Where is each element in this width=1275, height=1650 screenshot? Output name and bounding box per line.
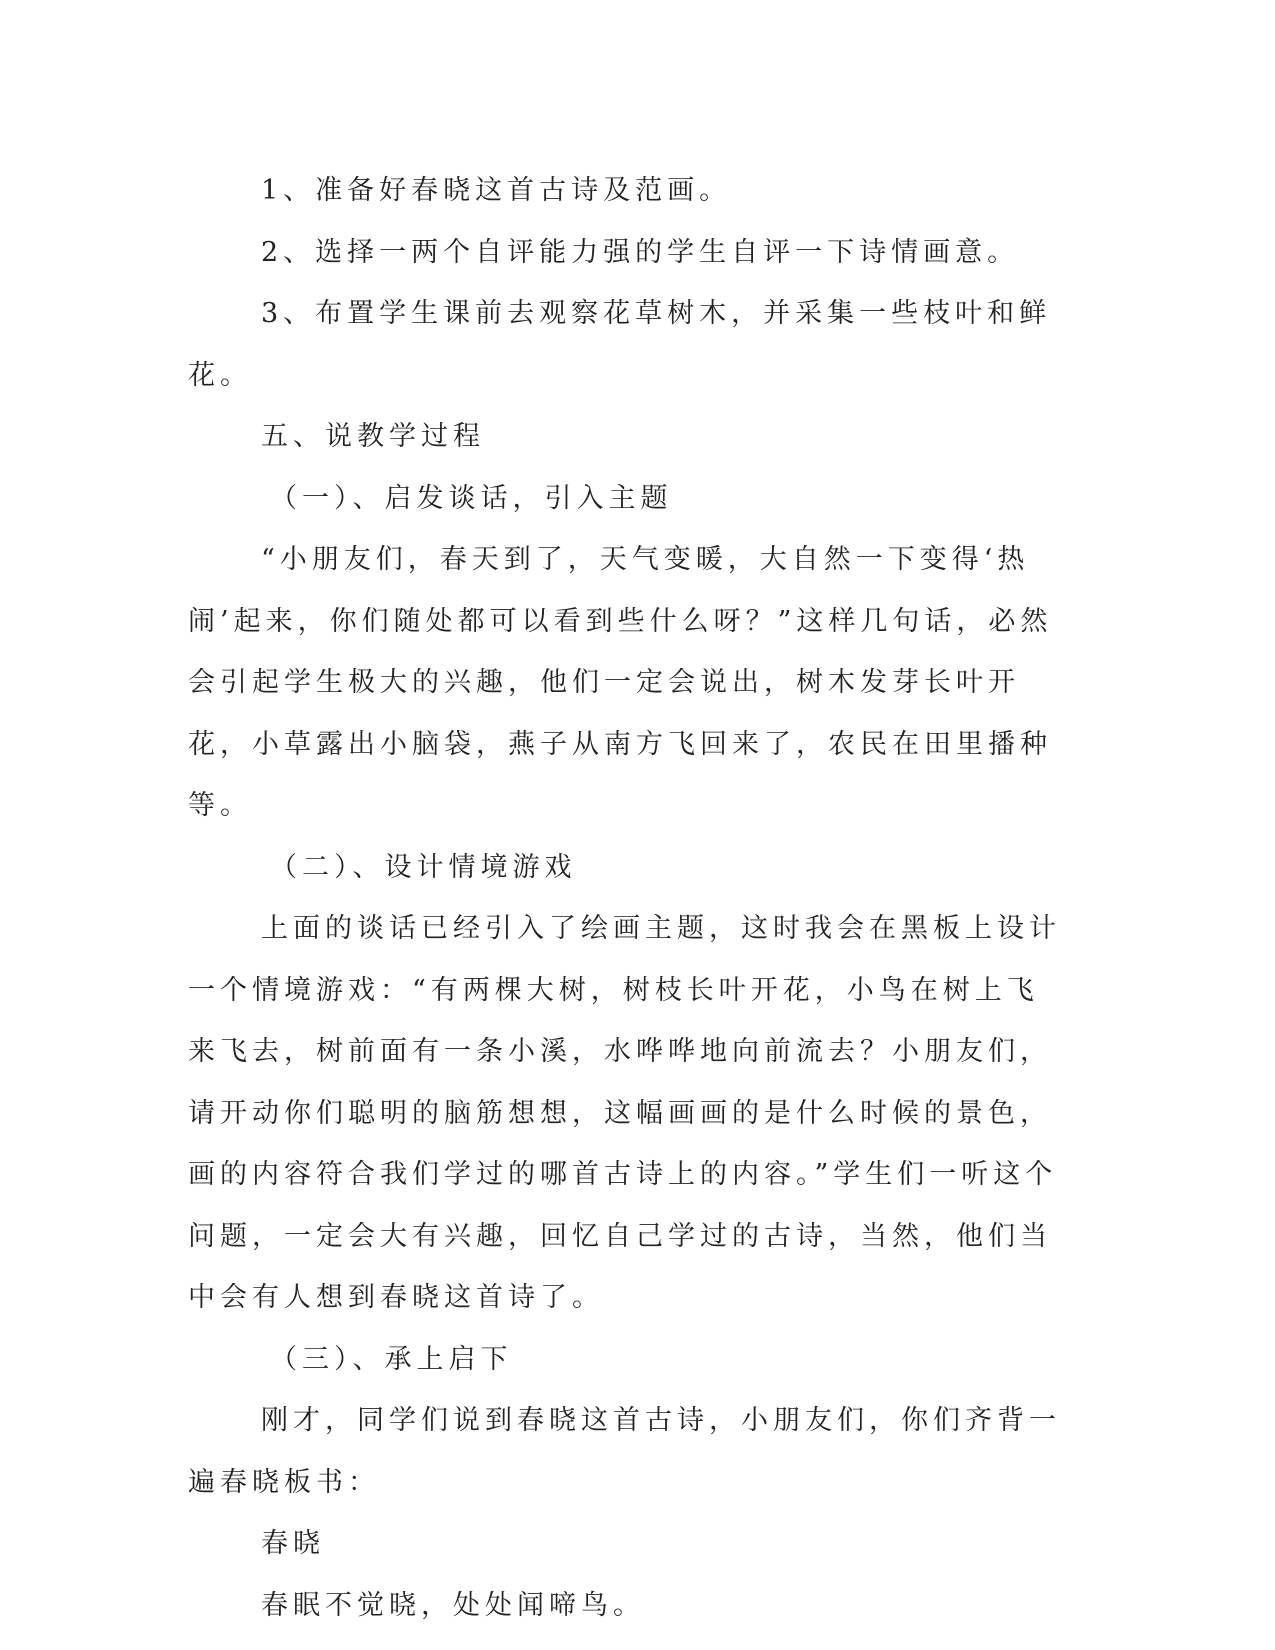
document-body <box>188 160 1068 1636</box>
subheading-step-1: （一）、启发谈话，引入主题 <box>270 482 673 514</box>
poem-title: 春晓 <box>261 1528 325 1559</box>
paragraph-step-2-body: 上面的谈话已经引入了绘画主题，这时我会在黑板上设计一个情境游戏：“有两棵大树，树枝长叶开花，小鸟在树上飞来飞去，树前面有一条小溪，水哗哗地向前流去？小朋友们，请开动你们聪明的脑筋想想，这幅画画的是什么时候的景色，画的内容符合我们学过的哪首古诗上的内容。”学生们一听这个问题，一定会大有兴趣，回忆自己学过的古诗，当然，他们当中会有人想到春晓这首诗了。 <box>188 913 1061 1313</box>
poem-line-1: 春眠不觉晓，处处闻啼鸟。 <box>261 1589 645 1621</box>
paragraph-step-1-body: “小朋友们，春天到了，天气变暖，大自然一下变得‘热闹’起来，你们随处都可以看到些什么呀？”这样几句话，必然会引起学生极大的兴趣，他们一定会说出，树木发芽长叶开花，小草露出小脑袋，燕子从南方飞回来了，农民在田里播种等。 <box>188 544 1053 821</box>
section-heading-teaching-process: 五、说教学过程 <box>261 421 485 452</box>
paragraph-step-3-body: 刚才，同学们说到春晓这首古诗，小朋友们，你们齐背一遍春晓板书： <box>188 1405 1061 1498</box>
subheading-step-2: （二）、设计情境游戏 <box>270 851 577 883</box>
paragraph-prep-item-2: 2、选择一两个自评能力强的学生自评一下诗情画意。 <box>261 236 1020 268</box>
paragraph-prep-item-3: 3、布置学生课前去观察花草树木，并采集一些枝叶和鲜花。 <box>188 298 1052 391</box>
paragraph-prep-item-1: 1、准备好春晓这首古诗及范画。 <box>261 175 732 206</box>
subheading-step-3: （三）、承上启下 <box>270 1343 513 1375</box>
